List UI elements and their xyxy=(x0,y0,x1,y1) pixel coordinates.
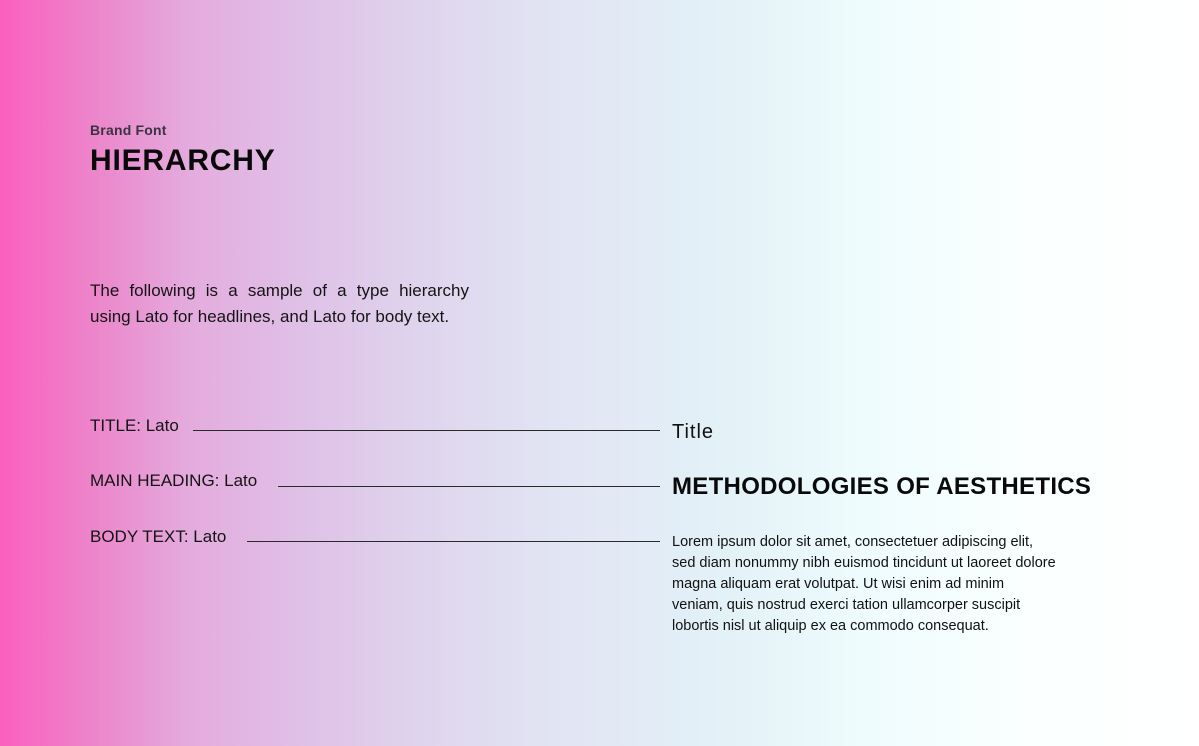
leader-line-title xyxy=(193,430,660,431)
intro-paragraph: The following is a sample of a type hierarchy using Lato for headlines, and Lato for body text. xyxy=(90,281,469,326)
leader-line-body-text xyxy=(247,541,660,542)
sample-main-heading: METHODOLOGIES OF AESTHETICS xyxy=(672,473,1092,500)
spec-label-main-heading: MAIN HEADING: Lato xyxy=(90,471,258,490)
leader-line-main-heading xyxy=(278,486,660,487)
spec-label-title: TITLE: Lato xyxy=(90,416,179,435)
sample-title: Title xyxy=(672,421,715,443)
sample-body-text: Lorem ipsum dolor sit amet, consectetuer adipiscing elit, sed diam nonummy nibh euismod tincidunt ut laoreet dolore magna aliquam erat volutpat. Ut wisi enim ad minim veniam, quis nostrud exerci tation ullamcorper suscipit lobortis nisl ut aliquip ex ea commodo consequat. xyxy=(672,534,1056,634)
spec-label-body-text: BODY TEXT: Lato xyxy=(90,527,227,546)
page-title: HIERARCHY xyxy=(90,144,276,177)
brand-font-eyebrow: Brand Font xyxy=(90,122,167,138)
